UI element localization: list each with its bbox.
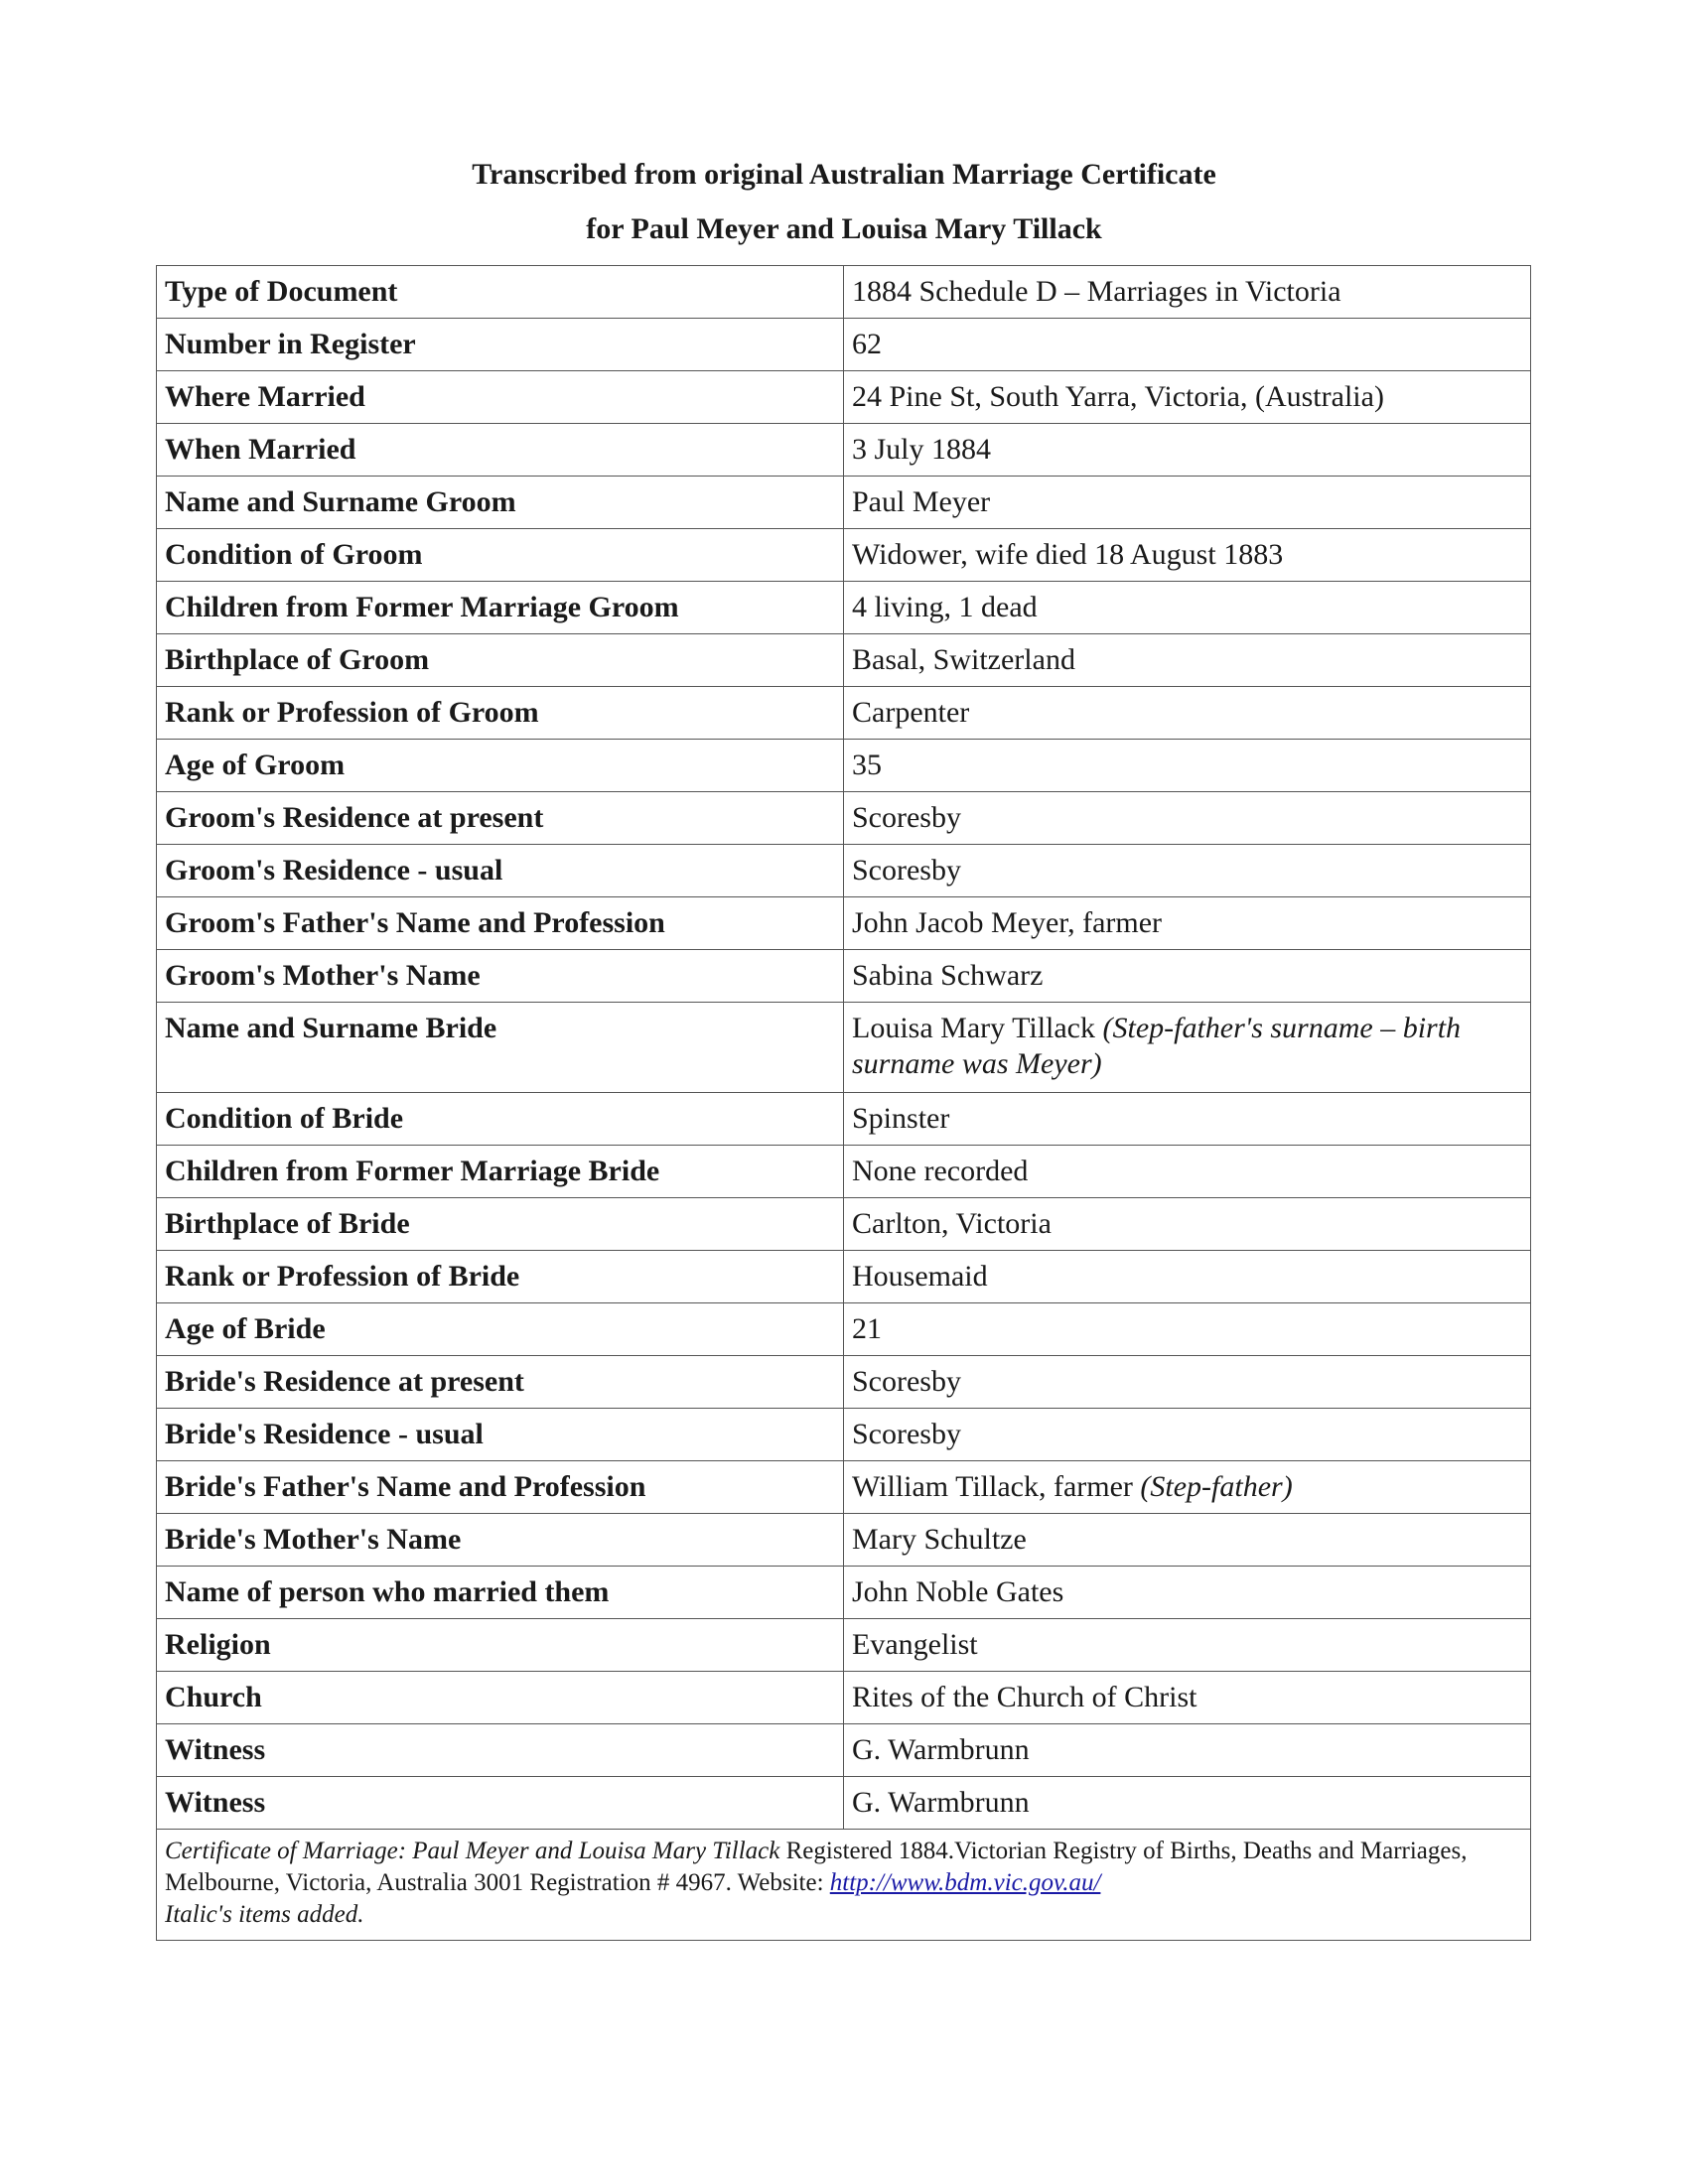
table-row bbox=[157, 740, 1531, 792]
field-value-cell bbox=[844, 687, 1531, 740]
field-value: 3 July 1884 bbox=[852, 433, 992, 466]
field-value: 1884 Schedule D – Marriages in Victoria bbox=[852, 275, 1341, 308]
field-label: Where Married bbox=[157, 371, 844, 424]
field-value-cell bbox=[844, 1567, 1531, 1619]
field-label: Bride's Residence - usual bbox=[157, 1409, 844, 1461]
table-row bbox=[157, 897, 1531, 950]
italic-note: Italic's items added. bbox=[165, 1901, 364, 1928]
field-value-cell bbox=[844, 1724, 1531, 1777]
field-value: Evangelist bbox=[852, 1628, 978, 1661]
field-value-cell bbox=[844, 371, 1531, 424]
table-row bbox=[157, 950, 1531, 1003]
field-label: Groom's Mother's Name bbox=[157, 950, 844, 1003]
table-row bbox=[157, 1303, 1531, 1356]
field-note: (Step-father) bbox=[1140, 1470, 1293, 1503]
field-value-cell bbox=[844, 582, 1531, 634]
certificate-footer bbox=[157, 1830, 1531, 1941]
page-title-line-1: Transcribed from original Australian Marriage Certificate bbox=[472, 158, 1216, 191]
field-value-cell bbox=[844, 319, 1531, 371]
field-label: Witness bbox=[157, 1724, 844, 1777]
table-row bbox=[157, 529, 1531, 582]
field-value-cell bbox=[844, 1303, 1531, 1356]
field-value-cell bbox=[844, 1003, 1531, 1093]
field-value: G. Warmbrunn bbox=[852, 1786, 1030, 1819]
field-label: Age of Bride bbox=[157, 1303, 844, 1356]
table-row bbox=[157, 1619, 1531, 1672]
citation-cell bbox=[157, 1830, 1531, 1941]
table-row bbox=[157, 1461, 1531, 1514]
field-label: Birthplace of Groom bbox=[157, 634, 844, 687]
field-value-cell bbox=[844, 1251, 1531, 1303]
table-row bbox=[157, 1003, 1531, 1093]
field-label: Children from Former Marriage Groom bbox=[157, 582, 844, 634]
table-row bbox=[157, 582, 1531, 634]
field-value: 35 bbox=[852, 749, 882, 781]
field-label: Bride's Mother's Name bbox=[157, 1514, 844, 1567]
field-value: 4 living, 1 dead bbox=[852, 591, 1038, 623]
field-value: G. Warmbrunn bbox=[852, 1733, 1030, 1766]
page-title-line-2: for Paul Meyer and Louisa Mary Tillack bbox=[586, 212, 1102, 245]
field-value: Widower, wife died 18 August 1883 bbox=[852, 538, 1284, 571]
field-value-cell bbox=[844, 1672, 1531, 1724]
field-label: Condition of Groom bbox=[157, 529, 844, 582]
table-row bbox=[157, 687, 1531, 740]
field-value-cell bbox=[844, 845, 1531, 897]
field-value-cell bbox=[844, 950, 1531, 1003]
field-value-cell bbox=[844, 424, 1531, 477]
field-value-cell bbox=[844, 740, 1531, 792]
field-value: Louisa Mary Tillack bbox=[852, 1012, 1095, 1044]
field-value-cell bbox=[844, 1777, 1531, 1830]
field-value-cell bbox=[844, 1461, 1531, 1514]
field-label: Religion bbox=[157, 1619, 844, 1672]
field-label: Bride's Father's Name and Profession bbox=[157, 1461, 844, 1514]
field-label: Type of Document bbox=[157, 266, 844, 319]
field-value-cell bbox=[844, 634, 1531, 687]
table-row bbox=[157, 1146, 1531, 1198]
field-value: Carpenter bbox=[852, 696, 970, 729]
field-value-cell bbox=[844, 792, 1531, 845]
field-value-cell bbox=[844, 1619, 1531, 1672]
field-value-cell bbox=[844, 897, 1531, 950]
field-value-cell bbox=[844, 266, 1531, 319]
field-value-cell bbox=[844, 1356, 1531, 1409]
field-label: Name and Surname Bride bbox=[157, 1003, 844, 1093]
field-value: John Noble Gates bbox=[852, 1575, 1064, 1608]
field-label: Birthplace of Bride bbox=[157, 1198, 844, 1251]
field-value: 24 Pine St, South Yarra, Victoria, (Australia) bbox=[852, 380, 1384, 413]
field-label: When Married bbox=[157, 424, 844, 477]
field-value: Rites of the Church of Christ bbox=[852, 1681, 1197, 1713]
field-label: Name and Surname Groom bbox=[157, 477, 844, 529]
field-label: Age of Groom bbox=[157, 740, 844, 792]
field-value-cell bbox=[844, 1093, 1531, 1146]
field-value: Paul Meyer bbox=[852, 485, 991, 518]
table-row bbox=[157, 1251, 1531, 1303]
website-link[interactable]: http://www.bdm.vic.gov.au/ bbox=[829, 1869, 1101, 1896]
table-row bbox=[157, 1093, 1531, 1146]
field-label: Name of person who married them bbox=[157, 1567, 844, 1619]
field-label: Children from Former Marriage Bride bbox=[157, 1146, 844, 1198]
field-label: Groom's Father's Name and Profession bbox=[157, 897, 844, 950]
table-row bbox=[157, 845, 1531, 897]
field-value-cell bbox=[844, 1146, 1531, 1198]
field-value: Scoresby bbox=[852, 801, 961, 834]
field-label: Groom's Residence - usual bbox=[157, 845, 844, 897]
field-label: Witness bbox=[157, 1777, 844, 1830]
field-label: Rank or Profession of Bride bbox=[157, 1251, 844, 1303]
table-row bbox=[157, 424, 1531, 477]
field-value: Spinster bbox=[852, 1102, 950, 1135]
field-value: Basal, Switzerland bbox=[852, 643, 1075, 676]
table-row bbox=[157, 1514, 1531, 1567]
table-row bbox=[157, 1672, 1531, 1724]
field-value-cell bbox=[844, 1198, 1531, 1251]
table-row bbox=[157, 1777, 1531, 1830]
field-value: 62 bbox=[852, 328, 882, 360]
table-row bbox=[157, 792, 1531, 845]
table-row bbox=[157, 371, 1531, 424]
field-value-cell bbox=[844, 477, 1531, 529]
field-label: Church bbox=[157, 1672, 844, 1724]
field-value: Mary Schultze bbox=[852, 1523, 1027, 1556]
table-row bbox=[157, 1198, 1531, 1251]
citation-text: Registered 1884.Victorian Registry of Births, Deaths and Marriages, Melbourne, Victoria, Australia 3001 Registration # 4967. Website: bbox=[165, 1838, 1468, 1896]
table-row bbox=[157, 1567, 1531, 1619]
field-value-cell bbox=[844, 529, 1531, 582]
field-note: (Step-father's surname – birth surname was Meyer) bbox=[852, 1012, 1462, 1080]
field-label: Number in Register bbox=[157, 319, 844, 371]
table-row bbox=[157, 1356, 1531, 1409]
field-value: Carlton, Victoria bbox=[852, 1207, 1052, 1240]
certificate-table bbox=[156, 265, 1531, 1941]
table-row bbox=[157, 319, 1531, 371]
certificate-table-body bbox=[157, 266, 1531, 1830]
table-row bbox=[157, 266, 1531, 319]
footer-row bbox=[157, 1830, 1531, 1941]
field-value: Housemaid bbox=[852, 1260, 988, 1293]
field-value-cell bbox=[844, 1409, 1531, 1461]
table-row bbox=[157, 477, 1531, 529]
field-value: William Tillack, farmer bbox=[852, 1470, 1133, 1503]
field-value: Scoresby bbox=[852, 1365, 961, 1398]
field-label: Bride's Residence at present bbox=[157, 1356, 844, 1409]
citation-title: Certificate of Marriage: Paul Meyer and Louisa Mary Tillack bbox=[165, 1838, 780, 1864]
field-value: Scoresby bbox=[852, 854, 961, 887]
field-value: 21 bbox=[852, 1312, 882, 1345]
field-value-cell bbox=[844, 1514, 1531, 1567]
field-value: John Jacob Meyer, farmer bbox=[852, 906, 1163, 939]
field-value: Scoresby bbox=[852, 1418, 961, 1450]
field-value: None recorded bbox=[852, 1155, 1029, 1187]
field-label: Rank or Profession of Groom bbox=[157, 687, 844, 740]
field-label: Groom's Residence at present bbox=[157, 792, 844, 845]
table-row bbox=[157, 634, 1531, 687]
table-row bbox=[157, 1409, 1531, 1461]
field-label: Condition of Bride bbox=[157, 1093, 844, 1146]
table-row bbox=[157, 1724, 1531, 1777]
field-value: Sabina Schwarz bbox=[852, 959, 1044, 992]
